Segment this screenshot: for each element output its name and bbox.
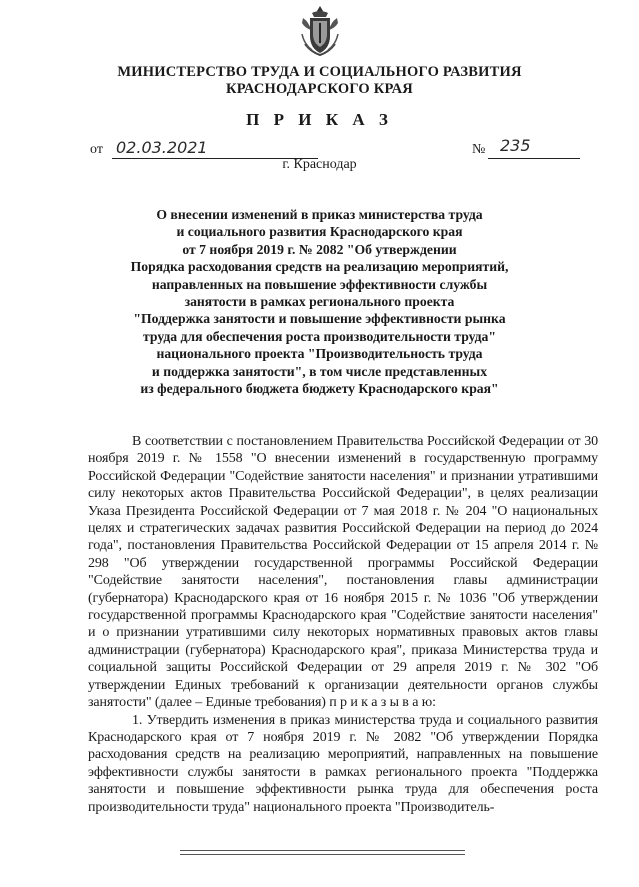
heading-line: труда для обеспечения роста производительности труда" <box>143 328 496 344</box>
ministry-name <box>0 64 639 98</box>
heading-line: от 7 ноября 2019 г. № 2082 "Об утверждении <box>182 241 457 257</box>
ministry-line: МИНИСТЕРСТВО ТРУДА И СОЦИАЛЬНОГО РАЗВИТИЯ <box>117 64 522 80</box>
body-paragraph: 1. Утвердить изменения в приказ министерства труда и социального развития Краснодарского края от 7 ноября 2019 г. № 2082 "Об утверждении Порядка расходования средств на реализацию мероприятий, направленных на повышение эффективности службы занятости в рамках регионального проекта "Поддержка занятости и повышение эффективности рынка труда для обеспечения роста производительности труда" национального проекта "Производитель- <box>88 712 598 815</box>
date-label: от <box>90 142 103 157</box>
heading-line: и социального развития Краснодарского края <box>176 224 463 240</box>
rule-line <box>180 854 465 855</box>
heading-line: направленных на повышение эффективности службы <box>151 276 488 292</box>
heading-line: О внесении изменений в приказ министерства труда <box>156 207 483 222</box>
date-value: 02.03.2021 <box>116 138 208 157</box>
ministry-line: КРАСНОДАРСКОГО КРАЯ <box>226 81 413 97</box>
document-heading <box>0 206 639 397</box>
heading-line: занятости в рамках регионального проекта <box>184 294 455 310</box>
rule-line <box>180 850 465 851</box>
city: г. Краснодар <box>282 157 357 172</box>
heading-line: национального проекта "Производительность труда <box>156 346 483 362</box>
heading-line: и поддержка занятости", в том числе представленных <box>151 363 488 379</box>
coat-of-arms-icon <box>299 4 341 60</box>
number-value: 235 <box>500 136 531 155</box>
heading-line: из федерального бюджета бюджету Краснодарского края" <box>140 381 499 397</box>
number-label: № <box>472 142 486 157</box>
body-paragraph: В соответствии с постановлением Правительства Российской Федерации от 30 ноября 2019 г. № 1558 "О внесении изменений в государственную программу Российской Федерации "Содействие занятости населения" и признании утратившими силу некоторых актов Правительства Российской Федерации", в целях реализации Указа Президента Российской Федерации от 7 мая 2018 г. № 204 "О национальных целях и стратегических задачах развития Российской Федерации на период до 2024 года", постановления Правительства Российской Федерации от 15 апреля 2014 г. № 298 "Об утверждении государственной программы Российской Федерации "Содействие занятости населения", постановления главы администрации (губернатора) Краснодарского края от 16 ноября 2015 г. № 1036 "Об утверждении государственной программы Краснодарского края "Содействие занятости населения" и о признании утратившими силу некоторых нормативных правовых актов главы администрации (губернатора) Краснодарского края", приказа Министерства труда и социальной защиты Российской Федерации от 29 апреля 2019 г. № 302 "Об утверждении Единых требований к организации деятельности органов службы занятости" (далее – Единые требования) п р и к а з ы в а ю: <box>88 434 598 711</box>
document-type: П Р И К А З <box>246 110 393 129</box>
bottom-rule <box>180 850 465 857</box>
heading-line: Порядка расходования средств на реализацию мероприятий, <box>130 259 509 275</box>
heading-line: "Поддержка занятости и повышение эффективности рынка <box>133 311 506 327</box>
document-body <box>88 433 598 816</box>
